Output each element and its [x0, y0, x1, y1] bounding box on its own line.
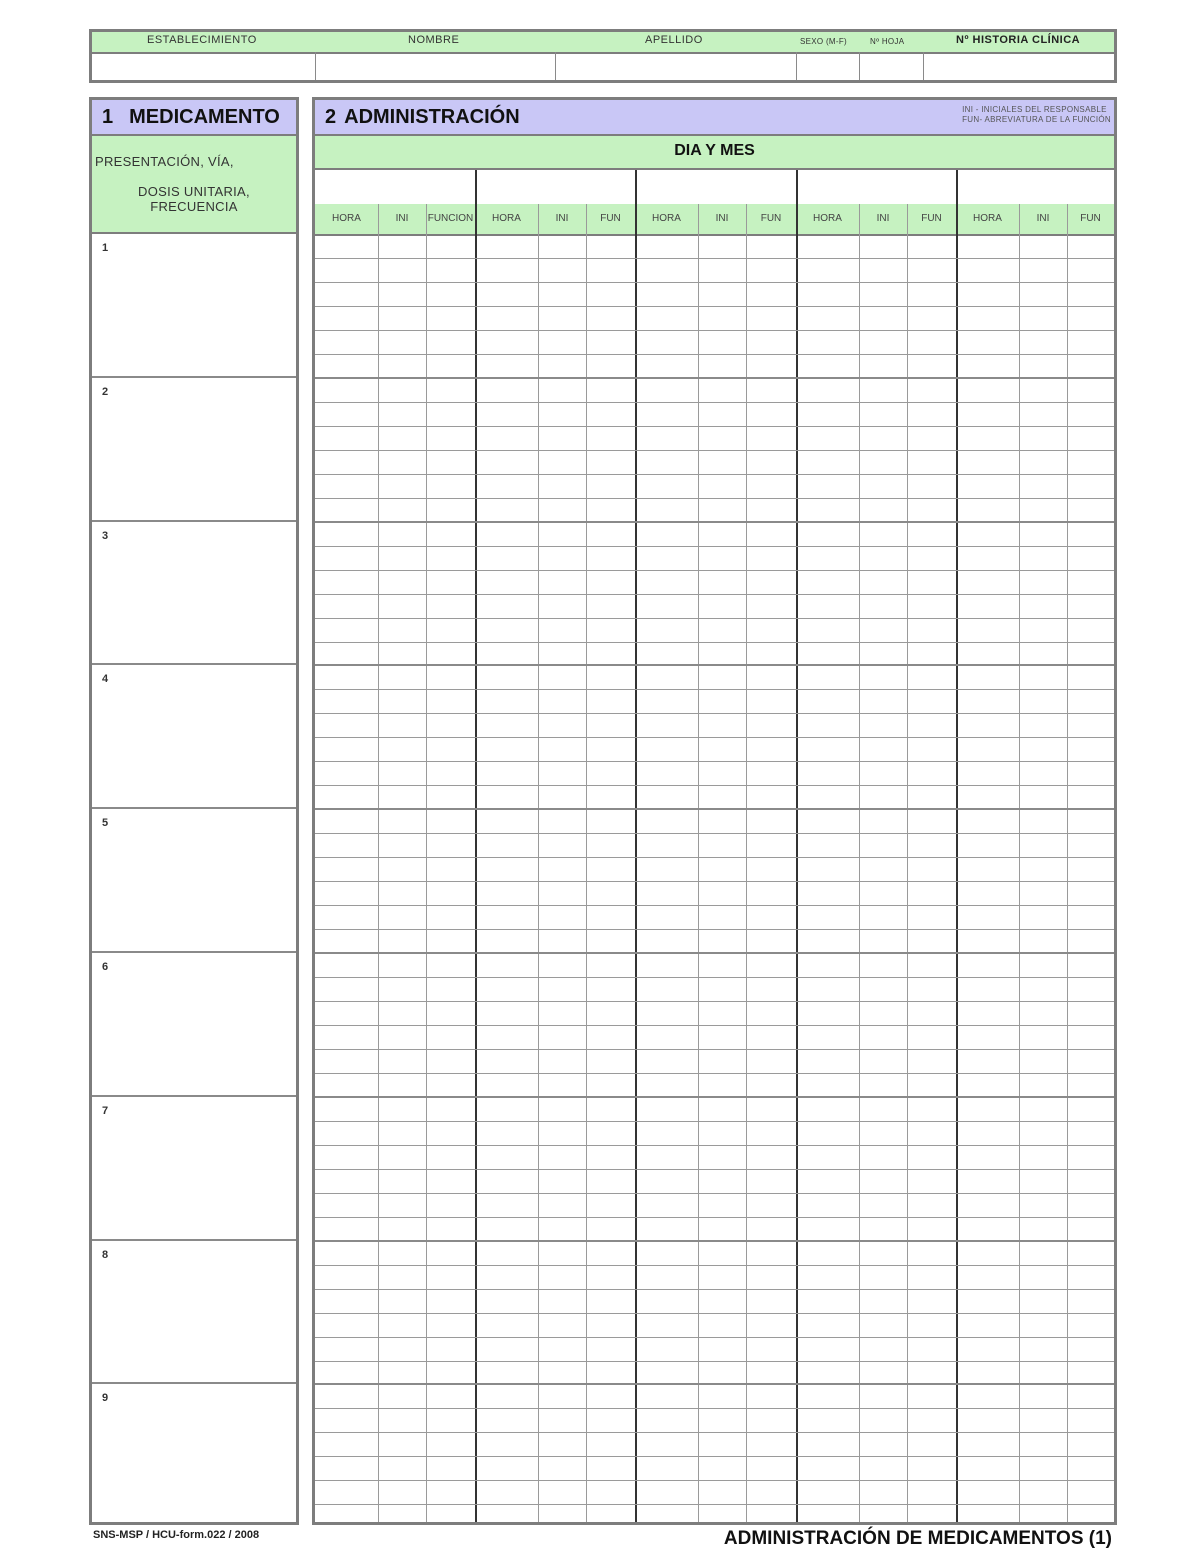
grid-line — [315, 785, 1114, 786]
column-divider — [1067, 204, 1068, 234]
grid-line — [315, 857, 1114, 858]
column-divider — [907, 234, 908, 1522]
grid-line — [315, 402, 1114, 403]
grid-line — [315, 1504, 1114, 1505]
column-divider — [956, 204, 958, 234]
establecimiento-label: ESTABLECIMIENTO — [147, 34, 257, 46]
medicamento-row[interactable] — [92, 378, 296, 522]
row-divider — [315, 808, 1114, 810]
column-header: HORA — [332, 213, 361, 224]
grid-line — [315, 570, 1114, 571]
grid-line — [315, 1313, 1114, 1314]
header-divider — [796, 52, 797, 80]
date-entry-row — [315, 170, 1114, 206]
grid-line — [315, 1193, 1114, 1194]
historia-clinica-label: Nº HISTORIA CLÍNICA — [956, 34, 1081, 46]
legend-line: INI - INICIALES DEL RESPONSABLE — [962, 105, 1107, 114]
grid-line — [315, 498, 1114, 499]
header-divider — [923, 52, 924, 80]
column-header: FUN — [921, 213, 942, 224]
column-divider — [746, 204, 747, 234]
column-header: HORA — [973, 213, 1002, 224]
grid-line — [315, 450, 1114, 451]
grid-line — [315, 905, 1114, 906]
grid-line — [315, 1408, 1114, 1409]
subheader-line: DOSIS UNITARIA, — [138, 184, 250, 199]
column-header: INI — [876, 213, 890, 224]
date-cell[interactable] — [956, 170, 1114, 204]
row-number: 6 — [102, 961, 109, 973]
grid-line — [315, 1049, 1114, 1050]
grid-line — [315, 1480, 1114, 1481]
grid-line — [315, 1265, 1114, 1266]
row-number: 5 — [102, 817, 109, 830]
medicamento-row[interactable] — [92, 1384, 296, 1526]
grid-line — [315, 737, 1114, 738]
column-divider — [586, 234, 587, 1522]
grid-line — [315, 1361, 1114, 1362]
row-divider — [315, 952, 1114, 954]
abbreviation-legend — [962, 105, 1111, 125]
grid-line — [315, 474, 1114, 475]
column-divider — [635, 234, 637, 1522]
column-header: FUN — [600, 213, 621, 224]
column-divider — [956, 234, 958, 1522]
column-header: INI — [395, 213, 409, 224]
form-title: ADMINISTRACIÓN DE MEDICAMENTOS (1) — [723, 1528, 1112, 1549]
medicamento-section — [89, 97, 299, 1525]
row-divider — [315, 521, 1114, 523]
row-number: 4 — [102, 673, 109, 686]
column-header: FUN — [1080, 213, 1101, 224]
hoja-label: Nº HOJA — [870, 37, 905, 46]
grid-line — [315, 833, 1114, 834]
column-divider — [698, 234, 699, 1522]
column-divider — [746, 234, 747, 1522]
subheader-line: FRECUENCIA — [150, 199, 238, 214]
column-divider — [796, 234, 798, 1522]
legend-line: FUN- ABREVIATURA DE LA FUNCIÓN — [962, 115, 1111, 124]
row-number: 8 — [102, 1248, 109, 1261]
column-divider — [426, 234, 427, 1522]
header-divider — [859, 52, 860, 80]
grid-line — [315, 1001, 1114, 1002]
column-divider — [907, 204, 908, 234]
column-divider — [475, 204, 477, 234]
grid-line — [315, 713, 1114, 714]
dia-y-mes-header: DIA Y MES — [315, 136, 1114, 170]
subheader-line: PRESENTACIÓN, VÍA, — [95, 154, 234, 169]
administracion-section — [312, 97, 1117, 1525]
form-code: SNS-MSP / HCU-form.022 / 2008 — [93, 1529, 260, 1541]
medicamento-subheader — [92, 136, 296, 234]
row-number: 9 — [102, 1392, 109, 1405]
sexo-label: SEXO (M-F) — [800, 37, 847, 46]
grid-line — [315, 1432, 1114, 1433]
column-divider — [796, 204, 798, 234]
section-number: 1 — [102, 106, 114, 128]
grid-line — [315, 258, 1114, 259]
column-divider — [859, 234, 860, 1522]
grid-line — [315, 689, 1114, 690]
header-divider — [555, 52, 556, 80]
column-header-row — [315, 204, 1114, 236]
grid-line — [315, 1456, 1114, 1457]
column-divider — [1019, 234, 1020, 1522]
column-header: FUNCION — [427, 213, 474, 224]
patient-header — [89, 29, 1117, 83]
section-title: MEDICAMENTO — [129, 106, 280, 128]
date-cell[interactable] — [475, 170, 635, 204]
medicamento-title — [92, 100, 296, 136]
column-divider — [538, 234, 539, 1522]
grid-line — [315, 330, 1114, 331]
grid-line — [315, 282, 1114, 283]
grid-line — [315, 1025, 1114, 1026]
grid-line — [315, 1073, 1114, 1074]
grid-line — [315, 594, 1114, 595]
column-header: INI — [555, 213, 569, 224]
row-divider — [315, 1096, 1114, 1098]
column-divider — [1019, 204, 1020, 234]
column-divider — [635, 204, 637, 234]
medicamento-row[interactable] — [92, 809, 296, 953]
grid-line — [315, 1145, 1114, 1146]
column-header: INI — [715, 213, 729, 224]
date-cell[interactable] — [635, 170, 796, 204]
column-header: HORA — [813, 213, 842, 224]
administracion-title — [315, 100, 1114, 136]
column-divider — [1067, 234, 1068, 1522]
column-divider — [426, 204, 427, 234]
nombre-label: NOMBRE — [408, 34, 460, 46]
medicamento-row[interactable] — [92, 1097, 296, 1241]
section-title: ADMINISTRACIÓN — [344, 106, 520, 128]
medicamento-row[interactable] — [92, 234, 296, 378]
row-number: 1 — [102, 242, 109, 254]
column-divider — [698, 204, 699, 234]
column-divider — [586, 204, 587, 234]
section-number: 2 — [325, 106, 337, 128]
row-divider — [315, 1383, 1114, 1385]
grid-line — [315, 1289, 1114, 1290]
medicamento-row[interactable] — [92, 1241, 296, 1385]
date-cell[interactable] — [796, 170, 956, 204]
row-divider — [315, 377, 1114, 379]
grid-line — [315, 642, 1114, 643]
grid-line — [315, 306, 1114, 307]
column-header: INI — [1036, 213, 1050, 224]
column-header: HORA — [652, 213, 681, 224]
grid-line — [315, 618, 1114, 619]
grid-line — [315, 354, 1114, 355]
grid-line — [315, 1217, 1114, 1218]
row-divider — [315, 1240, 1114, 1242]
row-divider — [315, 664, 1114, 666]
row-number: 2 — [102, 385, 109, 398]
grid-line — [315, 426, 1114, 427]
column-divider — [859, 204, 860, 234]
patient-header-labels — [92, 32, 1114, 54]
column-divider — [475, 234, 477, 1522]
header-divider — [315, 52, 316, 80]
row-number: 7 — [102, 1104, 109, 1117]
grid-line — [315, 881, 1114, 882]
grid-line — [315, 1121, 1114, 1122]
apellido-label: APELLIDO — [645, 34, 703, 46]
grid-line — [315, 1169, 1114, 1170]
column-header: FUN — [760, 213, 782, 224]
column-header: HORA — [492, 213, 521, 224]
date-cell[interactable] — [315, 170, 475, 204]
grid-line — [315, 929, 1114, 930]
administration-grid — [315, 234, 1114, 1522]
medicamento-row[interactable] — [92, 953, 296, 1097]
row-number: 3 — [102, 529, 109, 542]
grid-line — [315, 761, 1114, 762]
column-divider — [378, 204, 379, 234]
grid-line — [315, 977, 1114, 978]
medicamento-row[interactable] — [92, 522, 296, 666]
grid-line — [315, 1337, 1114, 1338]
medicamento-row[interactable] — [92, 665, 296, 809]
column-divider — [378, 234, 379, 1522]
grid-line — [315, 546, 1114, 547]
column-divider — [538, 204, 539, 234]
